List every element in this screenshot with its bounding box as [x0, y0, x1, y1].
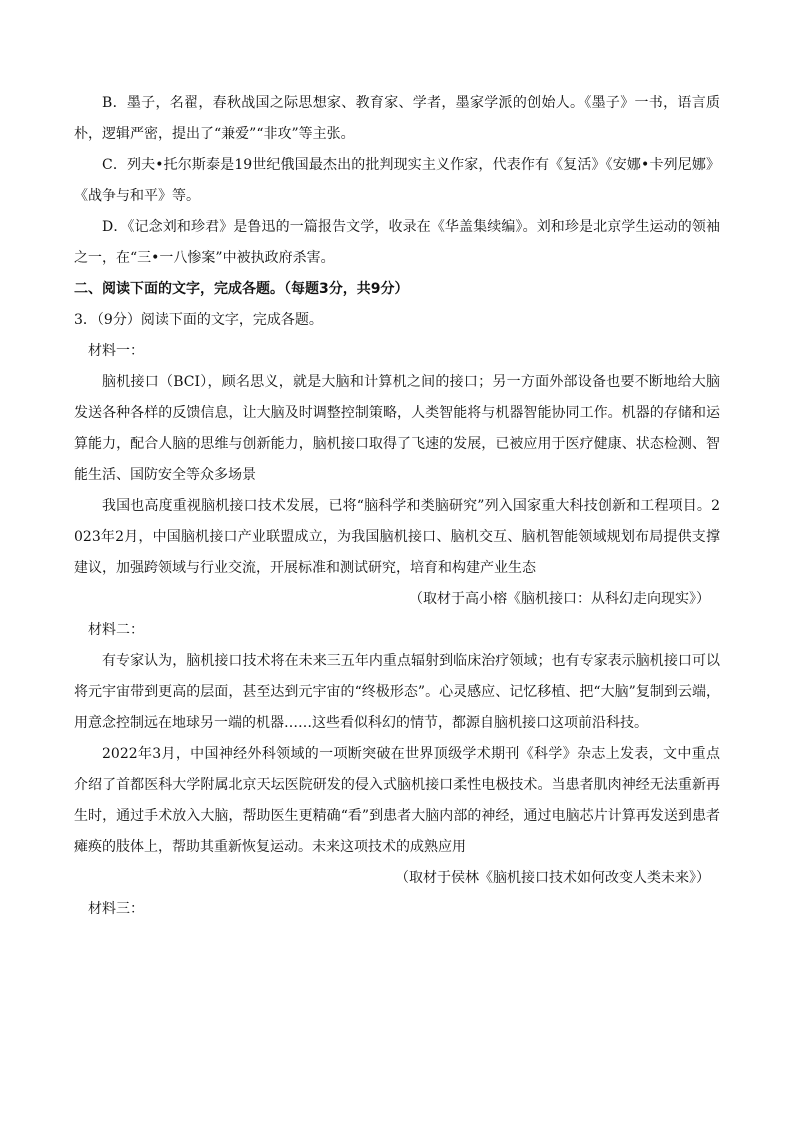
material-two-paragraph-2: 2022年3月，中国神经外科领域的一项断突破在世界顶级学术期刊《科学》杂志上发表，文中重点介绍了首都医科大学附属北京天坛医院研发的侵入式脑机接口柔性电极技术。当患者肌肉神经无法重新再生时，通过手术放入大脑，帮助医生更精确“看”到患者大脑内部的神经，通过电脑芯片计算再发送到患者瘫痪的肢体上，帮助其重新恢复运动。未来这项技术的成熟应用	[74, 746, 720, 855]
section-heading: 二、阅读下面的文字，完成各题。（每题3分，共9分）	[74, 281, 409, 297]
material-one-paragraph-1: 脑机接口（BCI），顾名思义，就是大脑和计算机之间的接口；另一方面外部设备也要不断地给大脑发送各种各样的反馈信息，让大脑及时调整控制策略，人类智能将与机器智能协同工作。机器的存储和运算能力，配合人脑的思维与创新能力，脑机接口取得了飞速的发展，已被应用于医疗健康、状态检测、智能生活、国防安全等众多场景	[74, 374, 720, 483]
material-two-paragraph-1: 有专家认为，脑机接口技术将在未来三五年内重点辐射到临床治疗领域；也有专家表示脑机接口可以将元宇宙带到更高的层面，甚至达到元宇宙的“终极形态”。心灵感应、记忆移植、把“大脑”复制到云端，用意念控制远在地球另一端的机器……这些看似科幻的情节，都源自脑机接口这项前沿科技。	[74, 653, 720, 731]
material-one-source: （取材于高小榕《脑机接口：从科幻走向现实》）	[409, 591, 710, 607]
document-body	[74, 88, 720, 925]
material-two-source: （取材于侯林《脑机接口技术如何改变人类未来》）	[395, 870, 710, 886]
option-b: B．墨子，名翟，春秋战国之际思想家、教育家、学者，墨家学派的创始人。《墨子》一书，语言质朴，逻辑严密，提出了“兼爱”“非攻”等主张。	[74, 95, 720, 142]
material-one-paragraph-2: 我国也高度重视脑机接口技术发展，已将“脑科学和类脑研究”列入国家重大科技创新和工程项目。2023年2月，中国脑机接口产业联盟成立，为我国脑机接口、脑机交互、脑机智能领域规划布局提供支撑建议，加强跨领域与行业交流，开展标准和测试研究，培育和构建产业生态	[74, 498, 720, 576]
material-two-label: 材料二：	[88, 622, 144, 638]
material-three-label: 材料三：	[88, 901, 144, 917]
material-one-label: 材料一：	[88, 343, 144, 359]
question-stem: 3．（9分）阅读下面的文字，完成各题。	[74, 312, 323, 328]
option-d: D．《记念刘和珍君》是鲁迅的一篇报告文学，收录在《华盖集续编》。刘和珍是北京学生运动的领袖之一，在“三•一八惨案”中被执政府杀害。	[74, 219, 720, 266]
option-c: C．列夫•托尔斯泰是19世纪俄国最杰出的批判现实主义作家，代表作有《复活》《安娜•卡列尼娜》《战争与和平》等。	[74, 157, 720, 204]
